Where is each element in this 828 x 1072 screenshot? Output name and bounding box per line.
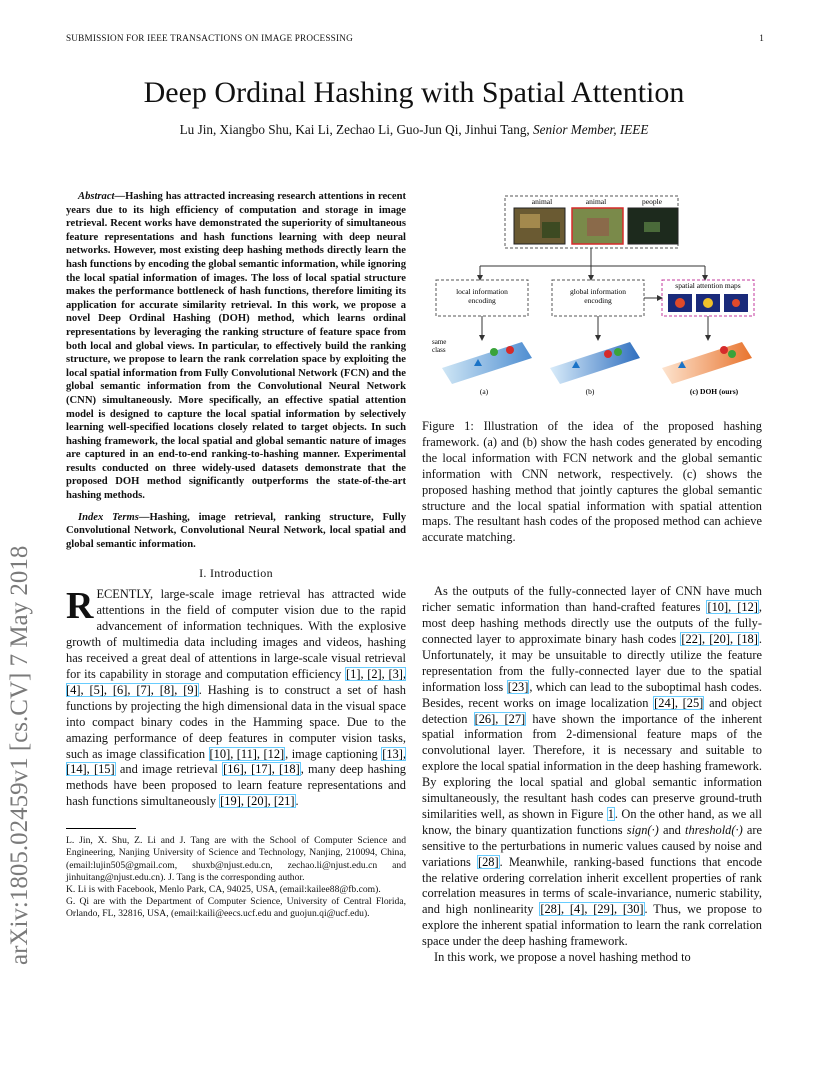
citation-link[interactable]: [22], [20], [18] — [681, 631, 758, 646]
citation-link[interactable]: [19], [20], [21] — [220, 794, 295, 809]
local-encoding-label: encoding — [468, 296, 496, 305]
subfigure-label: (a) — [479, 387, 489, 396]
citation-link[interactable]: [16], [17], [18] — [223, 762, 300, 777]
footnote-rule — [66, 828, 136, 829]
section-heading: I. Introduction — [199, 566, 273, 581]
intro-text: and image retrieval — [115, 762, 218, 777]
subfigure-label: (c) DOH (ours) — [689, 387, 739, 396]
global-encoding-label: global information — [569, 287, 627, 296]
hash-space-b — [550, 342, 640, 384]
intro-text: . Hashing is to construct a set of hash functions by projecting the high dimensional data in the visual space into compact binary codes in the Hamming space. Due to the amazing performance of deep features in computer vision tasks, such as image classification — [66, 682, 406, 761]
figure-link[interactable]: 1 — [607, 806, 614, 821]
figure-diagram — [422, 190, 762, 400]
arxiv-stamp: arXiv:1805.02459v1 [cs.CV] 7 May 2018 — [6, 545, 33, 965]
image-label: people — [642, 197, 662, 206]
citation-link[interactable]: [26], [27] — [474, 711, 526, 726]
paragraph: In this work, we propose a novel hashing method to — [434, 950, 691, 965]
attention-label: spatial attention maps — [675, 281, 741, 290]
author-list — [0, 122, 828, 138]
same-class-label: class — [432, 346, 446, 354]
math-threshold: threshold(·) — [685, 822, 743, 837]
figure-caption: Figure 1: Illustration of the idea of the proposed hashing framework. (a) and (b) show the hash codes generated by encoding the local information with FCN network and the global semantic information with CNN network, respectively. (c) shows the proposed hashing method that jointly captures the global semantic structure and the local spatial information with spatial attention maps. The resultant hash codes of the proposed method can achieve accurate matching. — [422, 419, 762, 545]
citation-link[interactable]: [28] — [477, 854, 499, 869]
index-terms-text: —Hashing, image retrieval, ranking structure, Fully Convolutional Network, Convolutional Neural Network, local spatial and global semantic information. — [66, 511, 406, 550]
citation-link[interactable]: [28], [4], [29], [30] — [540, 902, 644, 917]
image-label: animal — [531, 197, 553, 206]
abstract — [66, 190, 406, 503]
footnote: K. Li is with Facebook, Menlo Park, CA, 94025, USA, (email:kailee88@fb.com). — [66, 883, 381, 895]
right-column — [422, 190, 762, 966]
author-names: Lu Jin, Xiangbo Shu, Kai Li, Zechao Li, Guo-Jun Qi, Jinhui Tang, — [179, 122, 530, 137]
footnotes — [66, 835, 406, 920]
math-sign: sign(·) — [626, 822, 659, 837]
intro-text: ECENTLY, large-scale image retrieval has attracted wide attentions in the field of computer vision due to the rapid advancement of information techniques. With the explosive growth of multimedia data including images and videos, hashing has received a great deal of attentions in large-scale visual retrieval for its capability in storage and computation efficiency — [66, 587, 406, 681]
left-column — [66, 190, 406, 921]
citation-link[interactable]: [24], [25] — [654, 695, 704, 710]
citation-link[interactable]: [10], [12] — [707, 600, 758, 615]
index-terms — [66, 511, 406, 552]
intro-text: , image captioning — [285, 746, 378, 761]
local-encoding-label: local information — [456, 287, 508, 296]
abstract-label: Abstract — [78, 191, 115, 202]
index-terms-label: Index Terms — [78, 511, 139, 523]
citation-link[interactable]: [13], [14], [15] — [66, 746, 406, 777]
page-number: 1 — [759, 33, 764, 43]
subfigure-label: (b) — [585, 387, 595, 396]
hash-space-c — [662, 342, 752, 384]
footnote: G. Qi are with the Department of Computer Science, University of Central Florida, Orlando, FL, 32816, USA, (email:kaili@eecs.ucf.edu and guojun.qi@ucf.edu). — [66, 896, 406, 920]
author-role: Senior Member, IEEE — [533, 122, 649, 137]
journal-name: SUBMISSION FOR IEEE TRANSACTIONS ON IMAGE PROCESSING — [66, 33, 353, 43]
global-encoding-label: encoding — [584, 296, 612, 305]
paragraph: As the outputs of the fully-connected layer of CNN have much richer sematic information than hand-crafted features [10], [12], most deep hashing methods directly use the outputs of the fully-connected layer to approximate binary hash codes [22], [20], [18]. Unfortunately, it may be unsuitable to directly utilize the feature representation from the fully-connected layer due to the spatial information loss [23], which can lead to the suboptimal hash codes. Besides, recent works on image localization [24], [25] and object detection [26], [27] have shown the importance of the inherent spatial information from 2-dimensional feature maps of the convolutional layer. Therefore, it is necessary and suitable to explore the local spatial information in the deep hashing framework. By exploring the local spatial and global semantic information simultaneously, the resultant hash codes can preserve ground-truth similarities well, as shown in Figure 1. On the other hand, as we all know, the binary quantization functions sign(·) and threshold(·) are sensitive to the perturbations in numeric values caused by noise and variations [28]. Meanwhile, ranking-based functions that encode the relative ordering correlation inherit excellent properties of rank correlation measures in terms of scale-invariance, numeric stability, and high nonlinearity [28], [4], [29], [30]. Thus, we propose to explore the inherent spatial information to learn the rank correlation space under the deep hashing framework. — [422, 584, 763, 949]
intro-paragraph-right — [422, 584, 762, 966]
footnote: L. Jin, X. Shu, Z. Li and J. Tang are with the School of Computer Science and Engineering, Nanjing University of Science and Technology, Nanjing, 210094, China, (email:lujin505@gmail.com, shuxb@njust.edu.cn, zechao.li@njust.edu.cn and jinhuitang@njust.edu.cn). J. Tang is the corresponding author. — [66, 835, 406, 883]
figure-1 — [422, 190, 762, 405]
citation-link[interactable]: [23] — [507, 679, 529, 694]
same-class-label: same — [432, 338, 447, 346]
intro-text: . — [295, 794, 299, 809]
intro-paragraph-left — [66, 587, 406, 810]
dropcap: R — [66, 585, 94, 628]
paper-title: Deep Ordinal Hashing with Spatial Attention — [143, 76, 685, 109]
running-header — [66, 33, 764, 43]
citation-link[interactable]: [10], [11], [12] — [209, 746, 285, 761]
intro-text: , many deep hashing methods have been proposed to learn feature representations and hash functions simultaneously — [66, 762, 407, 809]
image-label: animal — [585, 197, 607, 206]
abstract-text: —Hashing has attracted increasing research attentions in recent years due to its high efficiency of computation and storage in image retrieval. Recent works have demonstrated the superiority of simultaneous feature representations and hash functions learning with deep neural networks. However, most existing deep hashing methods directly learn the hash functions by encoding the global semantic information, while ignoring the local spatial information of images. The loss of local spatial structure makes the performance bottleneck of hash functions, therefore limiting its application for accurate similarity retrieval. In this work, we propose a novel Deep Ordinal Hashing (DOH) method, which learns ordinal representations by leveraging the ranking structure of feature space from both local and global views. In particular, to effectively build the ranking structure, we propose to learn the rank correlation space by exploiting the local spatial information from Fully Convolutional Network (FCN) and the global semantic information from the Convolutional Neural Network (CNN) simultaneously. More specifically, an effective spatial attention model is designed to capture the local spatial information by selectively learning well-specified locations closely related to target objects. In such hashing framework, the local spatial and global semantic nature of images are captured in an end-to-end ranking-to-hashing manner. Experimental results conducted on three widely-used datasets demonstrate that the proposed DOH method significantly outperforms the state-of-the-art hashing methods. — [66, 191, 406, 502]
citation-link[interactable]: [1], [2], [3], [4], [5], [6], [7], [8], [9] — [66, 666, 406, 697]
hash-space-a — [442, 342, 532, 384]
